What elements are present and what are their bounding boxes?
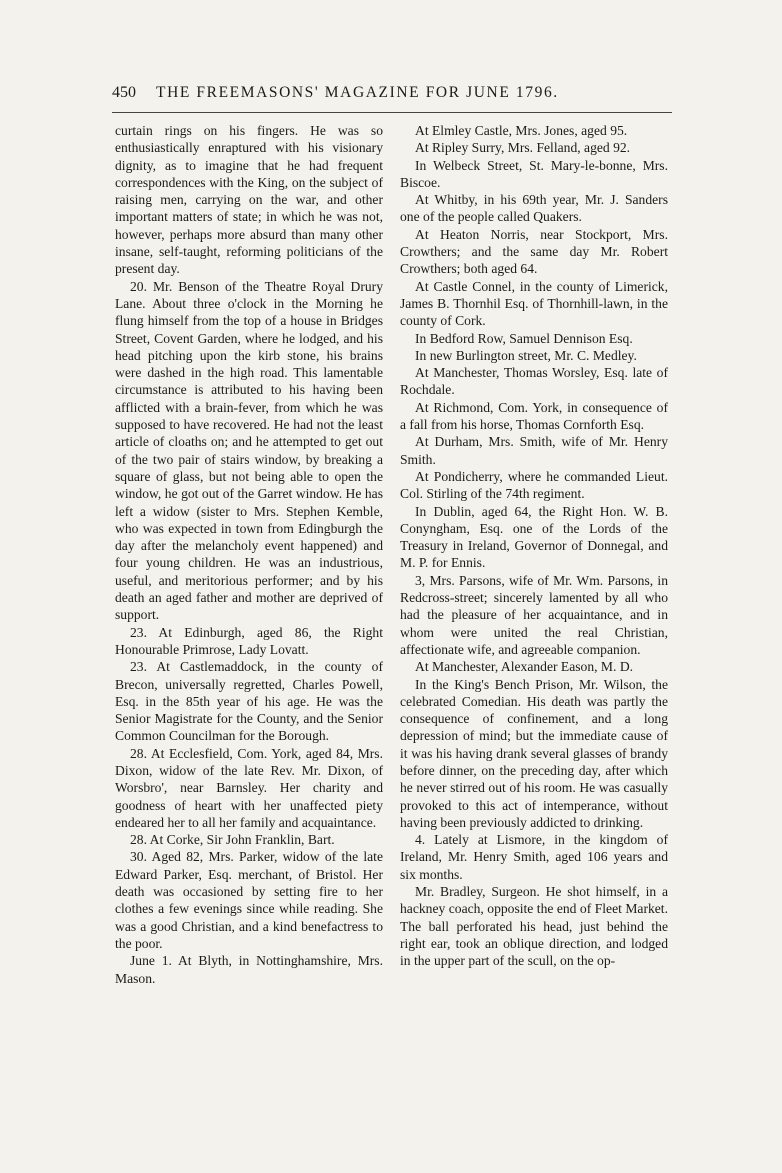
obituary-paragraph: 30. Aged 82, Mrs. Parker, widow of the late Edward Parker, Esq. merchant, of Bristol. Her death was occasioned by setting fire to her clothes a few evenings since while reading. She was a good Christian, and a kind benefactress to the poor. [115, 849, 383, 951]
obituary-paragraph: At Manchester, Thomas Worsley, Esq. late of Rochdale. [400, 365, 668, 398]
left-column [115, 122, 383, 987]
obituary-paragraph: In Welbeck Street, St. Mary-le-bonne, Mrs. Biscoe. [400, 157, 668, 190]
obituary-paragraph: 23. At Castlemaddock, in the county of Brecon, universally regretted, Charles Powell, Esq. in the 85th year of his age. He was the Senior Magistrate for the County, and the Senior Common Councilman for the Borough. [115, 659, 383, 744]
obituary-paragraph: At Manchester, Alexander Eason, M. D. [415, 659, 634, 675]
obituary-paragraph: At Elmley Castle, Mrs. Jones, aged 95. [415, 123, 628, 138]
obituary-paragraph: curtain rings on his fingers. He was so enthusiastically enraptured with his visionary dignity, as to imagine that he had frequent correspondences with the King, on the subject of raising men, carrying on the war, and other important matters of state; in which he was not, however, perhaps more absurd than many other insane, self-taught, reforming politicians of the present day. [115, 123, 383, 277]
obituary-paragraph: At Richmond, Com. York, in consequence of a fall from his horse, Thomas Cornforth Esq. [400, 399, 668, 433]
obituary-paragraph: 28. At Corke, Sir John Franklin, Bart. [130, 832, 335, 848]
obituary-paragraph: At Castle Connel, in the county of Limerick, James B. Thornhil Esq. of Thornhill-lawn, in the county of Cork. [400, 278, 668, 329]
page-number: 450 [112, 84, 136, 101]
obituary-paragraph: 28. At Ecclesfield, Com. York, aged 84, Mrs. Dixon, widow of the late Rev. Mr. Dixon, of Worsbro', near Barnsley. Her charity and goodness of heart with her unaffected piety endeared her to all her family and acquaintance. [115, 745, 383, 830]
obituary-paragraph: 3, Mrs. Parsons, wife of Mr. Wm. Parsons, in Redcross-street; sincerely lamented by all who had the pleasure of her acquaintance, and in whom were united the real Christian, affectionate wife, and agreeable companion. [400, 572, 668, 657]
obituary-paragraph: 20. Mr. Benson of the Theatre Royal Drury Lane. About three o'clock in the Morning he flung himself from the top of a house in Bridges Street, Covent Garden, where he lodged, and his head pitching upon the kirb stone, his brains were dashed in the high road. This lamentable circumstance is attributed to his having been afflicted with a brain-fever, from which he was supposed to have recovered. He had not the least article of cloaths on; and he attempted to get out of the two pair of stairs window, by breaking a square of glass, but not being able to open the window, he got out of the Garret window. He has left a widow (sister to Mrs. Stephen Kemble, who was expected in town from Edingburgh the day after the melancholy event happened) and four young children. He was an industrious, useful, and meritorious performer; and by his death an aged father and mother are deprived of support. [115, 278, 383, 623]
obituary-paragraph: Mr. Bradley, Surgeon. He shot himself, in a hackney coach, opposite the end of Fleet Market. The ball perforated his head, just behind the right ear, took an oblique direction, and lodged in the upper part of the scull, on the op- [400, 884, 668, 969]
obituary-paragraph: At Pondicherry, where he commanded Lieut. Col. Stirling of the 74th regiment. [400, 468, 668, 502]
obituary-paragraph: In Bedford Row, Samuel Dennison Esq. [415, 330, 633, 346]
obituary-paragraph: In new Burlington street, Mr. C. Medley. [415, 347, 637, 363]
obituary-paragraph: In Dublin, aged 64, the Right Hon. W. B. Conyngham, Esq. one of the Lords of the Treasury in Ireland, Governor of Donnegal, and M. P. for Ennis. [400, 503, 668, 571]
header-rule [112, 112, 672, 113]
obituary-paragraph: In the King's Bench Prison, Mr. Wilson, the celebrated Comedian. His death was partly the consequence of confinement, and a long depression of mind; but the immediate cause of it was his having drank several glasses of brandy before dinner, on the preceding day, after which he never stirred out of his room. He was casually provoked to this act of intemperance, without having been previously addicted to drinking. [400, 676, 668, 830]
obituary-paragraph: June 1. At Blyth, in Nottinghamshire, Mrs. Mason. [115, 953, 383, 986]
page-header [112, 84, 672, 108]
right-column [400, 122, 668, 970]
running-title: THE FREEMASONS' MAGAZINE FOR JUNE 1796. [156, 84, 559, 101]
obituary-paragraph: At Durham, Mrs. Smith, wife of Mr. Henry Smith. [400, 434, 668, 467]
obituary-paragraph: At Ripley Surry, Mrs. Felland, aged 92. [415, 140, 631, 156]
obituary-paragraph: At Heaton Norris, near Stockport, Mrs. Crowthers; and the same day Mr. Robert Crowthers; both aged 64. [400, 226, 668, 277]
obituary-paragraph: At Whitby, in his 69th year, Mr. J. Sanders one of the people called Quakers. [400, 192, 668, 225]
obituary-paragraph: 23. At Edinburgh, aged 86, the Right Honourable Primrose, Lady Lovatt. [115, 624, 383, 657]
obituary-paragraph: 4. Lately at Lismore, in the kingdom of Ireland, Mr. Henry Smith, aged 106 years and six months. [400, 832, 668, 882]
